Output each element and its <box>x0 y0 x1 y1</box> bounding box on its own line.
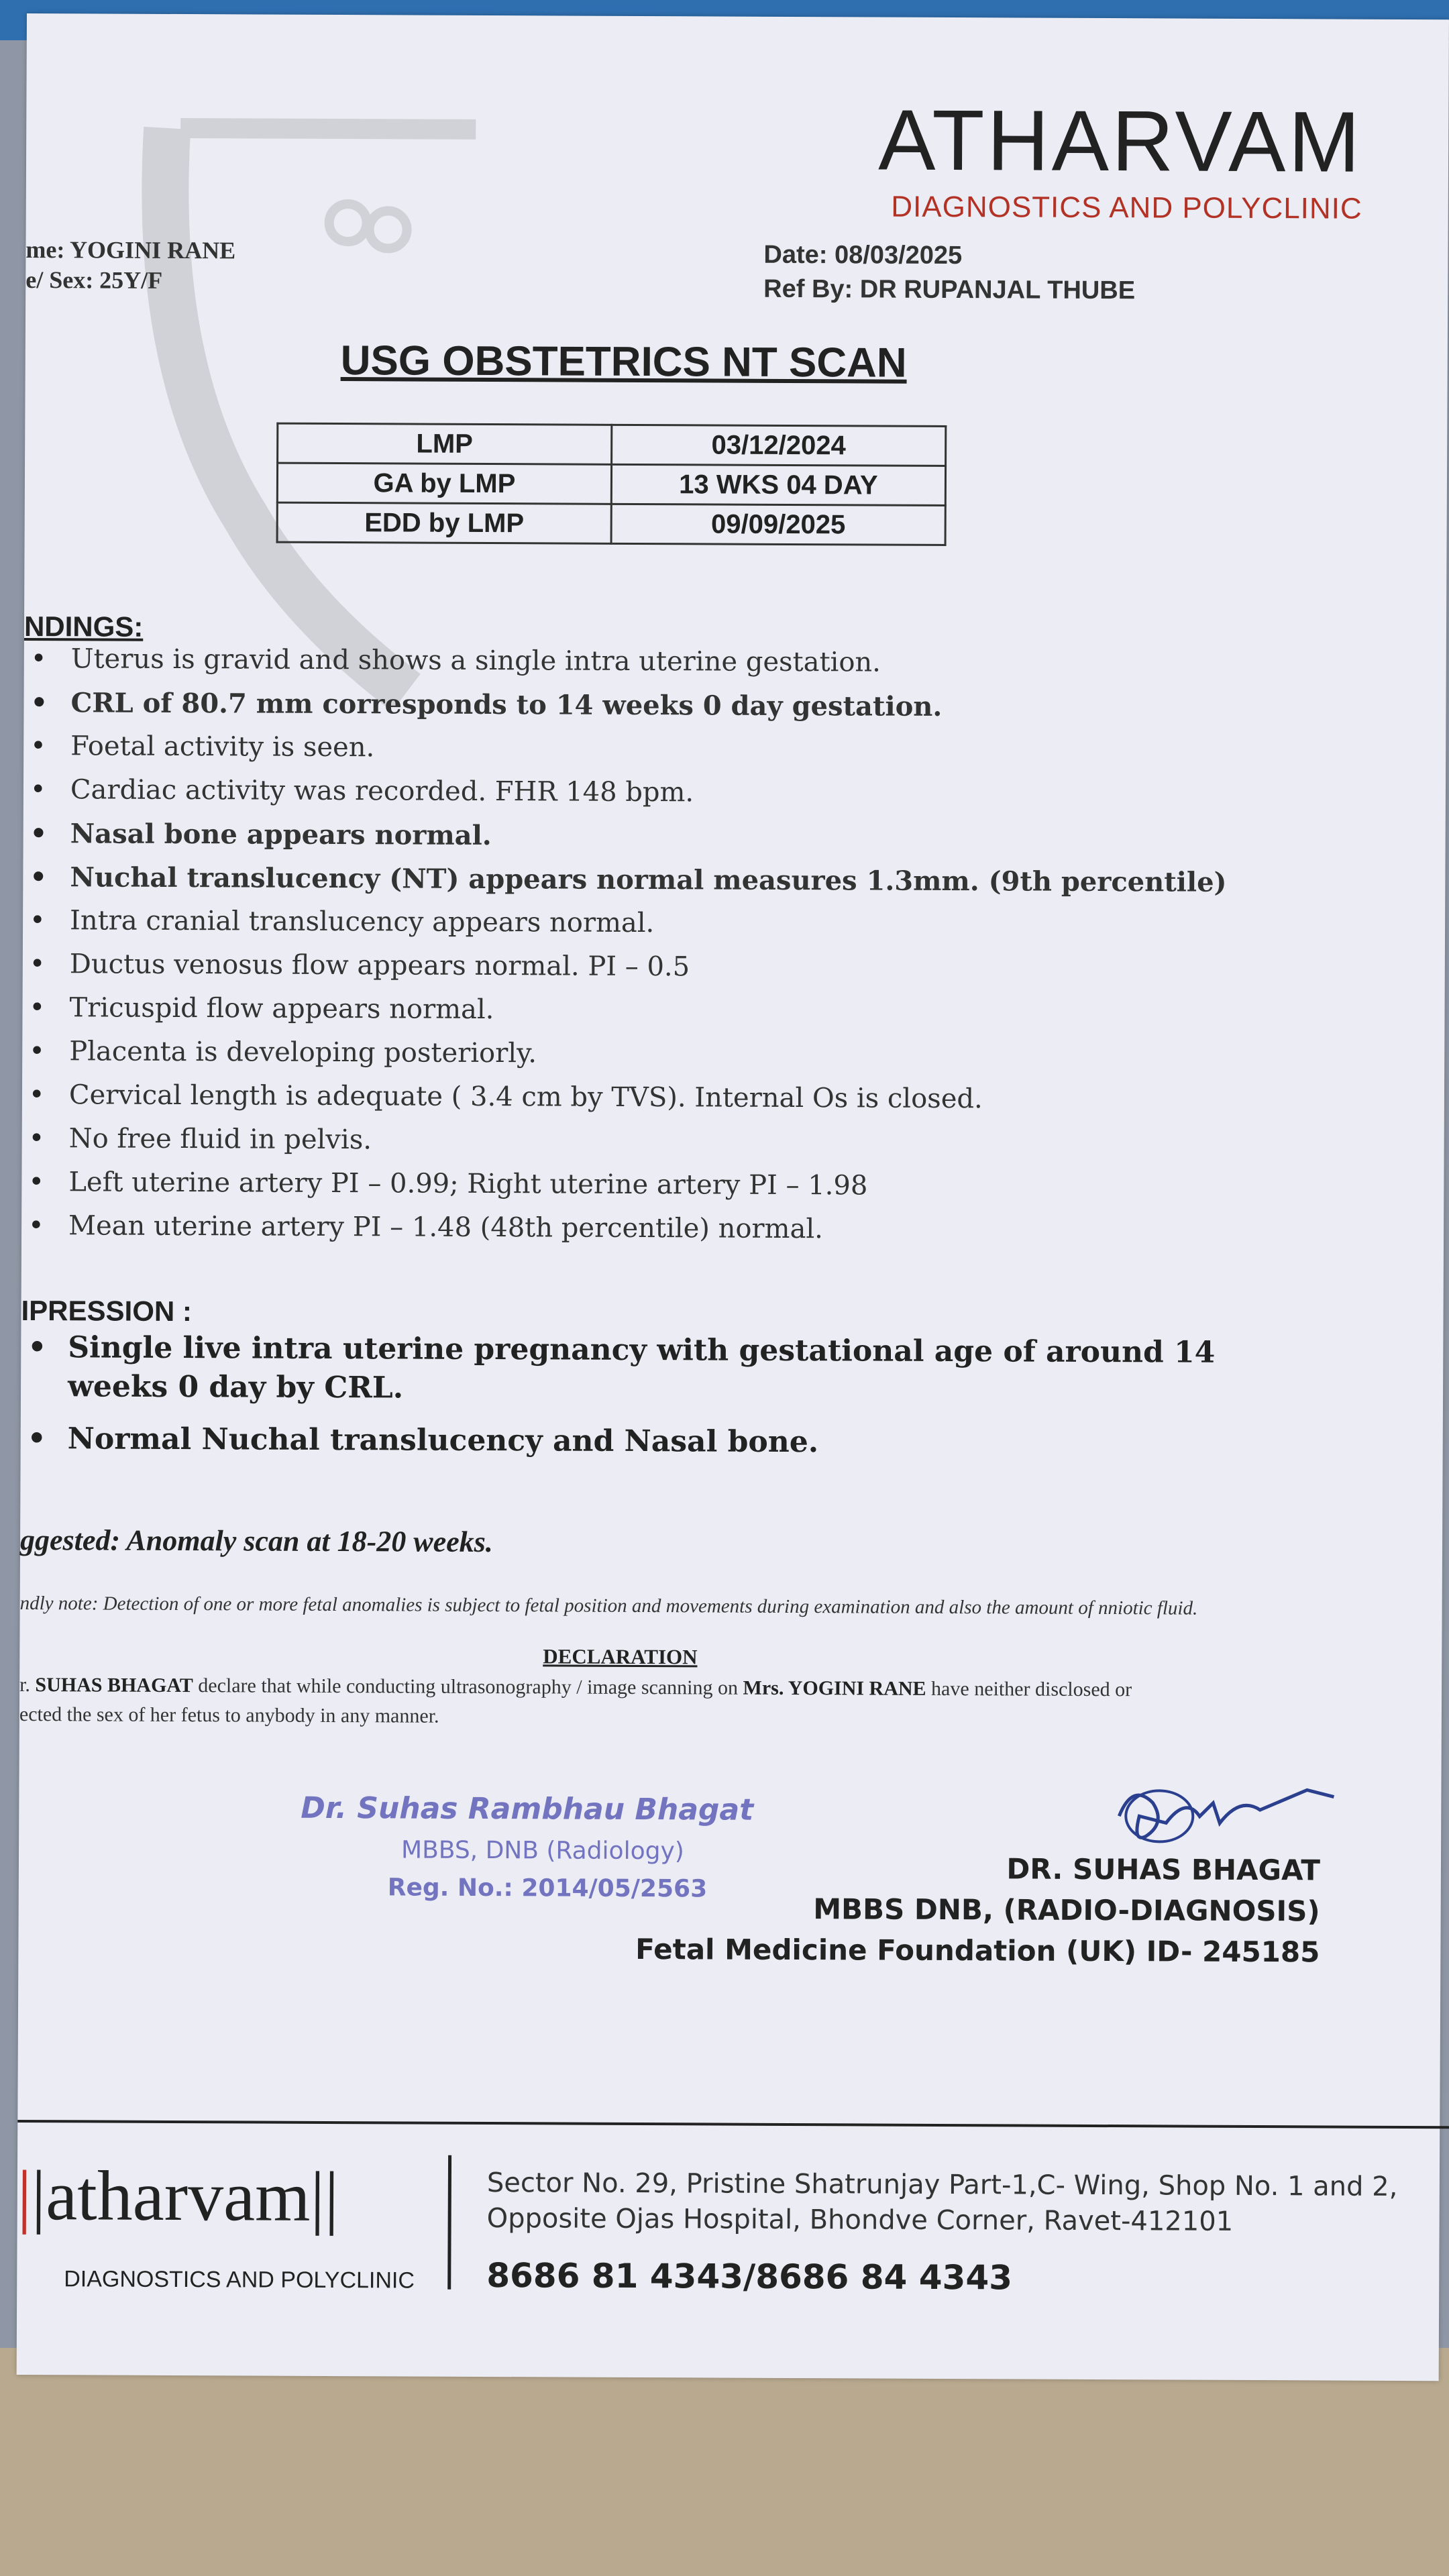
stamp-name: Dr. Suhas Rambhau Bhagat <box>301 1790 754 1827</box>
declaration-patient: Mrs. YOGINI RANE <box>743 1676 926 1700</box>
date-row <box>763 238 1135 274</box>
brand-subtitle: DIAGNOSTICS AND POLYCLINIC <box>891 190 1362 225</box>
brand-title: ATHARVAM <box>878 92 1363 191</box>
visit-info <box>763 238 1135 309</box>
list-item: • Intra cranial translucency appears normal. <box>70 899 1344 948</box>
list-item: • Left uterine artery PI – 0.99; Right uterine artery PI – 1.98 <box>68 1161 1343 1210</box>
ref-label: Ref By: <box>763 275 853 304</box>
impression-list <box>21 1328 1316 1477</box>
clinic-address <box>487 2165 1440 2241</box>
impression-heading: IPRESSION : <box>21 1294 193 1328</box>
logo-bar-icon: || <box>310 2157 339 2237</box>
declaration-text-2: have neither disclosed or <box>931 1677 1132 1701</box>
doctor-degree: MBBS DNB, (RADIO-DIAGNOSIS) <box>813 1892 1320 1928</box>
declaration-text-3: ected the sex of her fetus to anybody in any manner. <box>19 1703 439 1727</box>
report-date: 08/03/2025 <box>834 241 963 270</box>
table-cell-value: 13 WKS 04 DAY <box>611 464 945 505</box>
list-item: • Nasal bone appears normal. <box>70 812 1345 861</box>
list-item: • Single live intra uterine pregnancy with gestational age of around 14 weeks 0 day by CRL. <box>68 1328 1316 1411</box>
list-item: • Cardiac activity was recorded. FHR 148 bpm. <box>70 768 1345 817</box>
kindly-note: ndly note: Detection of one or more fetal anomalies is subject to fetal position and movements during examination and also the amount of nniotic fluid. <box>19 1592 1198 1619</box>
watermark-logo-icon <box>125 101 503 706</box>
table-cell-label: GA by LMP <box>277 463 611 504</box>
patient-name-row <box>25 235 235 266</box>
list-item: • Cervical length is adequate ( 3.4 cm by TVS). Internal Os is closed. <box>69 1073 1344 1122</box>
patient-age-row <box>25 265 235 296</box>
list-item: • Mean uterine artery PI – 1.48 (48th percentile) normal. <box>68 1204 1343 1253</box>
table-cell-label: LMP <box>278 423 612 464</box>
list-item: • Nuchal translucency (NT) appears normal measures 1.3mm. (9th percentile) <box>70 855 1344 904</box>
date-label: Date: <box>763 240 828 270</box>
list-item: • Uterus is gravid and shows a single intra uterine gestation. <box>71 637 1346 686</box>
patient-name-label: me: <box>25 235 65 264</box>
logo-bar-icon: | <box>31 2156 46 2235</box>
stamp-degree: MBBS, DNB (Radiology) <box>400 1836 684 1866</box>
clinic-phone: 8686 81 4343/8686 84 4343 <box>486 2256 1013 2298</box>
table-cell-value: 03/12/2024 <box>612 425 946 466</box>
declaration-heading: DECLARATION <box>543 1644 698 1669</box>
table-row <box>277 463 945 505</box>
findings-list <box>21 637 1346 1254</box>
footer-logo-text: atharvam <box>46 2156 311 2236</box>
patient-name: YOGINI RANE <box>70 236 236 264</box>
logo-bar-icon: | <box>17 2155 32 2235</box>
table-cell-value: 09/09/2025 <box>611 504 945 545</box>
ref-row <box>763 272 1135 309</box>
list-item: • Tricuspid flow appears normal. <box>69 986 1344 1035</box>
suggestion: ggested: Anomaly scan at 18-20 weeks. <box>19 1523 493 1559</box>
list-item: • Foetal activity is seen. <box>70 724 1345 773</box>
declaration-text <box>19 1670 1294 1734</box>
footer-logo-subtitle: DIAGNOSTICS AND POLYCLINIC <box>64 2266 415 2294</box>
stamp-reg: Reg. No.: 2014/05/2563 <box>387 1874 708 1903</box>
list-item: • Ductus venosus flow appears normal. PI – 0.5 <box>70 943 1344 991</box>
footer-separator <box>447 2155 451 2290</box>
table-row <box>278 423 946 466</box>
doctor-fmf-id: Fetal Medicine Foundation (UK) ID- 245185 <box>635 1932 1320 1969</box>
pregnancy-dates-table <box>276 423 947 546</box>
table-cell-label: EDD by LMP <box>277 502 611 543</box>
doctor-name: DR. SUHAS BHAGAT <box>1006 1852 1321 1887</box>
declaration-prefix: r. <box>19 1673 31 1697</box>
doctor-credentials <box>635 1847 1320 1973</box>
footer-divider <box>17 2120 1449 2129</box>
background-bottom <box>0 2348 1449 2576</box>
table-row <box>277 502 945 545</box>
report-title: USG OBSTETRICS NT SCAN <box>340 337 907 386</box>
list-item: • CRL of 80.7 mm corresponds to 14 weeks 0 day gestation. <box>70 681 1345 730</box>
footer-logo <box>17 2155 339 2237</box>
patient-info <box>25 235 235 296</box>
patient-age-sex: 25Y/F <box>99 266 163 294</box>
list-item: • No free fluid in pelvis. <box>69 1117 1344 1166</box>
report-page <box>17 13 1449 2381</box>
list-item: • Placenta is developing posteriorly. <box>69 1030 1344 1079</box>
address-line-2: Opposite Ojas Hospital, Bhondve Corner, Ravet-412101 <box>486 2202 1234 2237</box>
address-line-1: Sector No. 29, Pristine Shatrunjay Part-1,C- Wing, Shop No. 1 and 2, <box>486 2167 1398 2202</box>
findings-heading: NDINGS: <box>23 610 144 643</box>
referring-doctor: DR RUPANJAL THUBE <box>859 275 1136 305</box>
patient-age-label: e/ Sex: <box>25 266 94 294</box>
signature-icon <box>1106 1776 1348 1858</box>
declaration-text-1: declare that while conducting ultrasonography / image scanning on <box>198 1674 739 1699</box>
declaration-doctor: SUHAS BHAGAT <box>35 1674 193 1697</box>
list-item: • Normal Nuchal translucency and Nasal bone. <box>68 1419 1316 1464</box>
